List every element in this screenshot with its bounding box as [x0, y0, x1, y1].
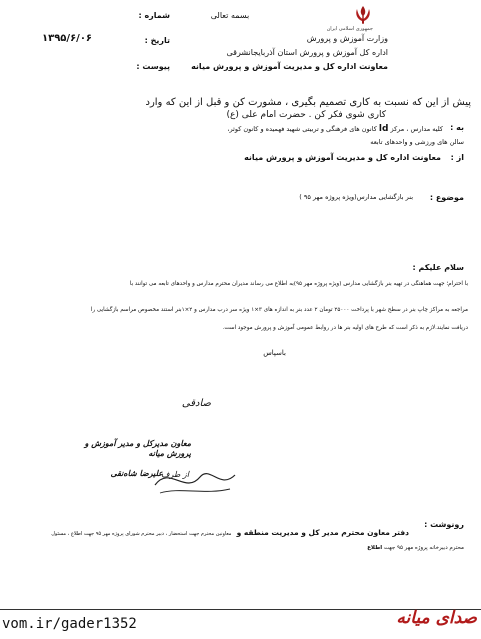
to-recipients-line-2: سالن های ورزشی و واحدهای تابعه — [370, 138, 464, 146]
copies-text-2: محترم دبیرخانه پروژه مهر ۹۵ جهت — [383, 545, 464, 551]
signatory-name: صادقی — [181, 398, 211, 409]
emblem-caption: جمهوری اسلامی ایران — [326, 26, 373, 32]
date-value: ۱۳۹۵/۶/۰۶ — [42, 33, 93, 44]
footer-watermark: vom.ir/gader1352 — [2, 616, 137, 632]
subject-label: موضوع : — [429, 193, 464, 202]
from-text: معاونت اداره کل و مدیریت آموزش و پرورش میانه — [244, 153, 441, 162]
ministry-name: وزارت آموزش و پرورش — [306, 34, 388, 43]
copies-text-2-bold: اطلاع — [367, 545, 383, 551]
copies-text-1: دفتر معاون محترم مدیر کل و مدیریت منطقه و — [236, 528, 409, 537]
greeting: سلام علیکم : — [412, 263, 464, 272]
copies-text-1-small: معاونین محترم جهت استحضار ، دبیر محترم شورای پروژه مهر ۹۵ جهت اطلاع ، مسئول — [51, 531, 232, 537]
footer-brand-logo: صدای میانه — [396, 608, 477, 628]
body-paragraph-2: مراجعه به مراکز چاپ بنر در سطح شهر با پرداخت ۲۵۰۰۰ تومان ۲ عدد بنر به اندازه های ۳×۱ ویژه سر درب مدارس و ۲×۱بنر استند مخصوص مراسم بازگشایی را — [90, 307, 468, 313]
copies-line-2 — [264, 545, 464, 551]
body-paragraph-1: با احترام؛ جهت هماهنگی در تهیه بنر بازگشایی مدارس (ویژه پروژه مهر ۹۵)به اطلاع می رساند مدیران محترم مدارس و واحدهای تابعه می توانند با — [129, 281, 468, 287]
quote-line-1: پیش از این که نسبت به کاری تصمیم بگیری ، مشورت کن و قبل از این که وارد — [145, 97, 471, 108]
to-text-2: کانون های فرهنگی و تربیتی شهید فهمیده و کانون کوثر، — [227, 125, 377, 133]
signature-scribble — [150, 455, 240, 500]
number-label: شماره : — [138, 11, 170, 20]
closing: باسپاس — [263, 349, 286, 357]
quote-line-2: کاری شوی فکر کن . حضرت امام علی (ع) — [226, 110, 386, 120]
to-tag: ld — [378, 124, 389, 134]
on-behalf-label: از طرف — [161, 470, 189, 479]
iran-emblem-icon — [352, 4, 374, 26]
to-label: به : — [450, 123, 464, 132]
date-label: تاریخ : — [144, 36, 170, 45]
office-name: معاونت اداره کل و مدیریت آموزش و پرورش میانه — [191, 62, 388, 71]
signer-name: علیرضا شاه‌نقی — [110, 468, 163, 478]
signatory-title: معاون مدیرکل و مدیر آموزش و پرورش میانه — [84, 438, 191, 458]
to-text: کلیه مدارس ، مرکز — [390, 125, 443, 133]
copies-line-1 — [0, 520, 409, 539]
from-label: از : — [450, 153, 464, 162]
to-recipients — [43, 124, 443, 134]
subject-text: بنر بازگشایی مدارس(ویژه پروژه مهر ۹۵ ) — [299, 193, 413, 201]
attachment-label: پیوست : — [136, 62, 170, 71]
body-paragraph-3: دریافت نمایند.لازم به ذکر است که طرح های اولیه بنر ها در روابط عمومی آموزش و پرورش موجود است. — [222, 325, 468, 331]
basmala: بسمه تعالی — [210, 11, 250, 20]
copies-label: رونوشت : — [424, 520, 464, 529]
department-name: اداره کل آموزش و پرورش استان آذربایجانشرقی — [226, 48, 388, 57]
